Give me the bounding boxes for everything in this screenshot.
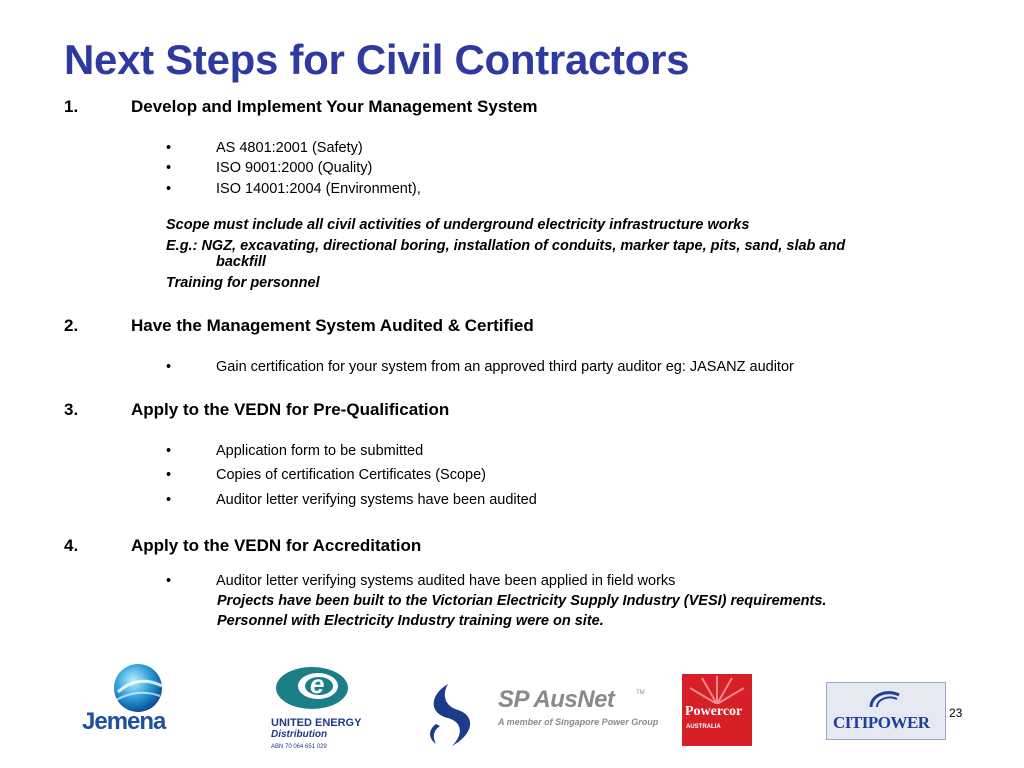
sp-ausnet-wordmark: SP AusNet	[498, 686, 615, 713]
section-4-number: 4.	[64, 536, 79, 555]
sp-ausnet-logo	[418, 680, 668, 750]
powercor-sub: AUSTRALIA	[686, 724, 721, 730]
sp-ausnet-tagline: A member of Singapore Power Group	[498, 717, 659, 727]
page-number: 23	[949, 706, 963, 720]
united-energy-logo	[268, 664, 378, 754]
section-2-number: 2.	[64, 316, 79, 335]
section-1-number: 1.	[64, 97, 79, 116]
section-1-note-1: Scope must include all civil activities of underground electricity infrastructure works	[166, 217, 750, 233]
bullet-dot: •	[166, 359, 172, 375]
bullet-dot: •	[166, 160, 172, 176]
section-3-heading: Apply to the VEDN for Pre-Qualification	[131, 400, 450, 419]
sp-ausnet-emblem-icon	[418, 680, 488, 750]
section-1-note-4: Training for personnel	[166, 275, 320, 291]
section-3-bullet-3: Auditor letter verifying systems have been audited	[216, 492, 537, 508]
jemena-wordmark: Jemena	[82, 708, 166, 735]
section-2-bullet-1: Gain certification for your system from an approved third party auditor eg: JASANZ auditor	[216, 359, 794, 375]
bullet-dot: •	[166, 140, 172, 156]
united-energy-letter: e	[310, 669, 325, 699]
united-energy-name: UNITED ENERGY	[271, 717, 362, 729]
citipower-logo	[826, 682, 946, 740]
section-4-bullet-1: Auditor letter verifying systems audited have been applied in field works	[216, 573, 676, 589]
section-1-note-3: backfill	[216, 254, 266, 270]
page-title: Next Steps for Civil Contractors	[64, 36, 690, 83]
section-1-bullet-2: ISO 9001:2000 (Quality)	[216, 160, 373, 176]
section-1-bullet-3: ISO 14001:2004 (Environment),	[216, 181, 421, 197]
section-3-number: 3.	[64, 400, 79, 419]
section-1-heading: Develop and Implement Your Management System	[131, 97, 538, 116]
section-2-heading: Have the Management System Audited & Certified	[131, 316, 534, 335]
powercor-sun-icon	[682, 674, 752, 704]
section-4-note-1: Projects have been built to the Victorian Electricity Supply Industry (VESI) requirements.	[217, 593, 827, 609]
bullet-dot: •	[166, 181, 172, 197]
sp-ausnet-tm: TM	[636, 690, 645, 696]
section-4-heading: Apply to the VEDN for Accreditation	[131, 536, 422, 555]
section-4-note-2: Personnel with Electricity Industry training were on site.	[217, 613, 604, 629]
bullet-dot: •	[166, 573, 172, 589]
bullet-dot: •	[166, 467, 172, 483]
section-1-note-2: E.g.: NGZ, excavating, directional boring, installation of conduits, marker tape, pits, sand, slab and	[166, 238, 846, 254]
united-energy-sub: Distribution	[271, 729, 328, 740]
bullet-dot: •	[166, 492, 172, 508]
citipower-wordmark: CITIPOWER	[833, 713, 930, 732]
powercor-wordmark: Powercor	[685, 704, 743, 719]
jemena-logo	[78, 662, 178, 742]
united-energy-abn: ABN 70 064 651 029	[271, 744, 327, 750]
citipower-emblem-icon	[865, 687, 905, 711]
powercor-logo	[682, 674, 752, 746]
bullet-dot: •	[166, 443, 172, 459]
section-3-bullet-1: Application form to be submitted	[216, 443, 424, 459]
section-3-bullet-2: Copies of certification Certificates (Scope)	[216, 467, 486, 483]
section-1-bullet-1: AS 4801:2001 (Safety)	[216, 140, 363, 156]
